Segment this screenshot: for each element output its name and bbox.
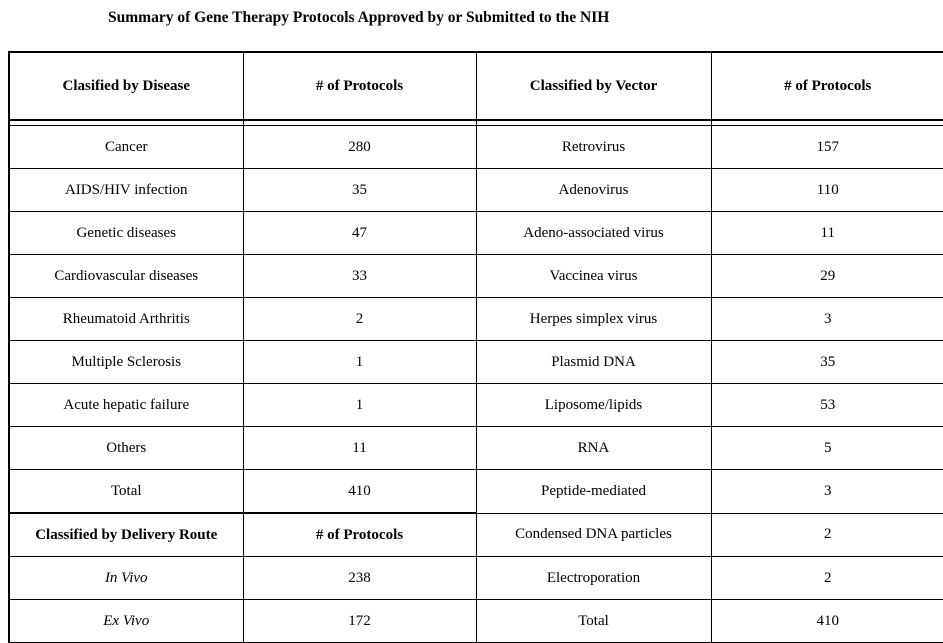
disease-count: 47 xyxy=(243,212,476,255)
vector-count: 110 xyxy=(711,169,943,212)
route-count: 238 xyxy=(243,557,476,600)
disease-name: Genetic diseases xyxy=(9,212,243,255)
disease-count: 33 xyxy=(243,255,476,298)
table-row xyxy=(9,513,943,557)
table-row xyxy=(9,427,943,470)
vector-count: 29 xyxy=(711,255,943,298)
vector-name: RNA xyxy=(476,427,711,470)
header-protocols-disease: # of Protocols xyxy=(243,52,476,120)
vector-name: Adeno-associated virus xyxy=(476,212,711,255)
table-row xyxy=(9,255,943,298)
disease-count: 35 xyxy=(243,169,476,212)
route-name: Ex Vivo xyxy=(9,600,243,643)
vector-name: Adenovirus xyxy=(476,169,711,212)
table-row xyxy=(9,341,943,384)
route-count: 172 xyxy=(243,600,476,643)
disease-count: 11 xyxy=(243,427,476,470)
disease-name: Acute hepatic failure xyxy=(9,384,243,427)
vector-count: 157 xyxy=(711,126,943,169)
disease-count: 1 xyxy=(243,384,476,427)
table-row xyxy=(9,600,943,643)
vector-total-count: 410 xyxy=(711,600,943,643)
route-name: In Vivo xyxy=(9,557,243,600)
vector-name: Vaccinea virus xyxy=(476,255,711,298)
table-title: Summary of Gene Therapy Protocols Approved by or Submitted to the NIH xyxy=(108,9,610,26)
vector-count: 53 xyxy=(711,384,943,427)
header-protocols-route: # of Protocols xyxy=(243,513,476,557)
vector-count: 35 xyxy=(711,341,943,384)
disease-name: Rheumatoid Arthritis xyxy=(9,298,243,341)
table-row xyxy=(9,557,943,600)
header-delivery-route: Classified by Delivery Route xyxy=(9,513,243,557)
vector-name: Liposome/lipids xyxy=(476,384,711,427)
vector-count: 5 xyxy=(711,427,943,470)
vector-name: Peptide-mediated xyxy=(476,470,711,514)
disease-total-label: Total xyxy=(9,470,243,514)
vector-count: 3 xyxy=(711,470,943,514)
vector-name: Herpes simplex virus xyxy=(476,298,711,341)
header-protocols-vector: # of Protocols xyxy=(711,52,943,120)
table-row xyxy=(9,126,943,169)
table-row xyxy=(9,298,943,341)
disease-name: Multiple Sclerosis xyxy=(9,341,243,384)
header-disease: Clasified by Disease xyxy=(9,52,243,120)
vector-count: 2 xyxy=(711,513,943,557)
vector-name: Electroporation xyxy=(476,557,711,600)
header-vector: Classified by Vector xyxy=(476,52,711,120)
vector-name: Retrovirus xyxy=(476,126,711,169)
disease-name: Cardiovascular diseases xyxy=(9,255,243,298)
table-header-row xyxy=(9,52,943,120)
table-row xyxy=(9,212,943,255)
disease-count: 1 xyxy=(243,341,476,384)
vector-total-label: Total xyxy=(476,600,711,643)
vector-count: 11 xyxy=(711,212,943,255)
disease-total-count: 410 xyxy=(243,470,476,514)
vector-count: 2 xyxy=(711,557,943,600)
disease-name: Others xyxy=(9,427,243,470)
protocols-table xyxy=(8,51,943,643)
vector-name: Condensed DNA particles xyxy=(476,513,711,557)
disease-count: 2 xyxy=(243,298,476,341)
disease-name: AIDS/HIV infection xyxy=(9,169,243,212)
vector-name: Plasmid DNA xyxy=(476,341,711,384)
disease-name: Cancer xyxy=(9,126,243,169)
table-row xyxy=(9,470,943,514)
table-row xyxy=(9,169,943,212)
table-row xyxy=(9,384,943,427)
disease-count: 280 xyxy=(243,126,476,169)
vector-count: 3 xyxy=(711,298,943,341)
